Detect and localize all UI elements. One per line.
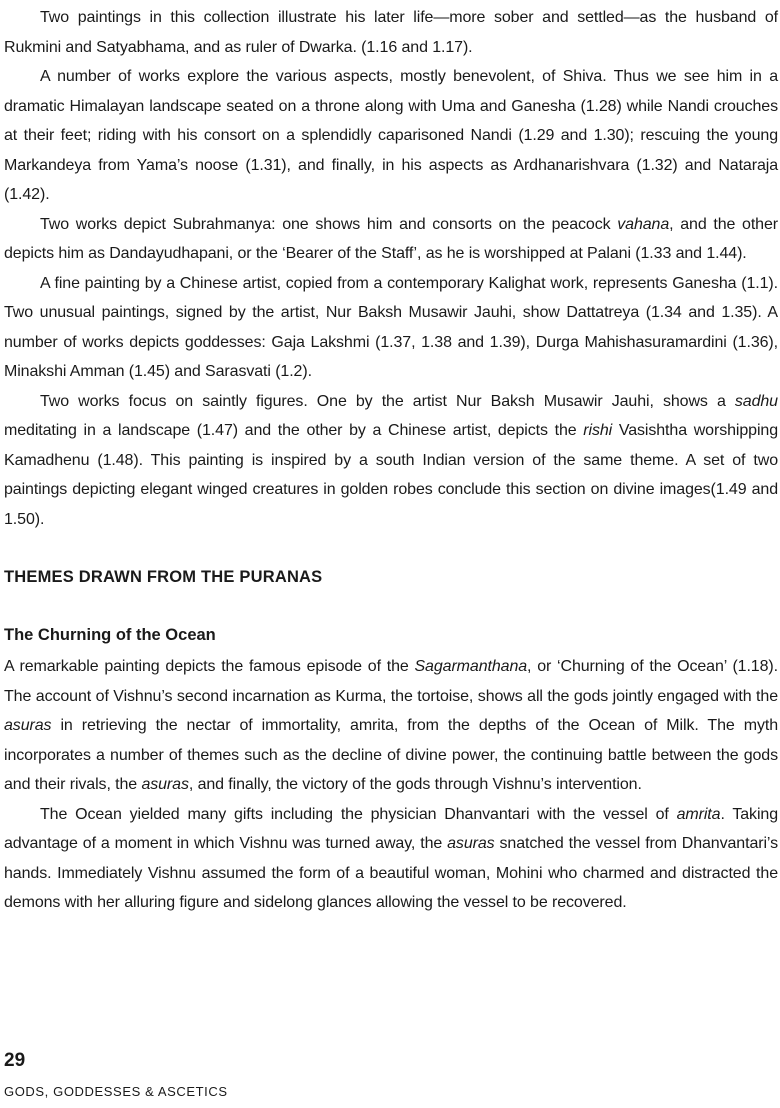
text-run: A number of works explore the various aspects, mostly benevolent, of Shiva. Thus we see him in a dramatic Himalayan landscape seated on a throne along with Uma and Ganesha (1.28) while Nandi crouches at their feet; riding with his consort on a splendidly caparisoned Nandi (1.29 and 1.30); rescuing the young Markandeya from Yama’s noose (1.31), and finally, in his aspects as Ardhanarishvara (1.32) and Nataraja (1.42). bbox=[4, 68, 778, 203]
text-run: Two works focus on saintly figures. One by the artist Nur Baksh Musawir Jauhi, shows a bbox=[40, 392, 735, 410]
paragraph bbox=[4, 387, 778, 535]
italic-term: rishi bbox=[583, 422, 613, 439]
paragraph bbox=[4, 652, 778, 800]
text-run: Two works depict Subrahmanya: one shows him and consorts on the peacock bbox=[40, 215, 618, 233]
italic-term: sadhu bbox=[734, 392, 778, 410]
body-text-bottom bbox=[4, 652, 778, 918]
text-run: snatched the vessel from Dhanvantari’s hands. Immediately Vishnu assumed the form of a beautiful woman, Mohini who charmed and distracted the demons with her alluring figure and sidelong glances allowing the vessel to be recovered. bbox=[4, 835, 778, 911]
section-heading: THEMES DRAWN FROM THE PURANAS bbox=[4, 568, 323, 586]
paragraph bbox=[4, 800, 778, 918]
paragraph bbox=[4, 62, 778, 210]
italic-term: asuras bbox=[447, 835, 495, 852]
text-run: in retrieving the nectar of immortality, amrita, from the depths of the Ocean of Milk. The myth incorporates a number of themes such as the decline of divine power, the continuing battle between the gods and their rivals, the bbox=[4, 717, 778, 793]
paragraph bbox=[4, 210, 778, 269]
text-run: meditating in a landscape (1.47) and the other by a Chinese artist, depicts the bbox=[4, 422, 584, 439]
body-text-top bbox=[4, 0, 778, 534]
italic-term: asuras bbox=[141, 776, 189, 793]
italic-term: vahana bbox=[617, 215, 670, 233]
italic-term: asuras bbox=[4, 717, 52, 734]
text-run: , and the other depicts him as Dandayudhapani, or the ‘Bearer of the Staff’, as he is worshipped at Palani (1.33 and 1.44). bbox=[4, 215, 778, 262]
text-run: Vasishtha worshipping Kamadhenu (1.48). This painting is inspired by a south Indian version of the same theme. A set of two paintings depicting elegant winged creatures in golden robes conclude this section on divine images(1.49 and 1.50). bbox=[4, 422, 778, 528]
page-number: 29 bbox=[4, 1050, 26, 1071]
italic-term: Sagarmanthana bbox=[414, 658, 528, 675]
italic-term: amrita bbox=[676, 805, 721, 823]
paragraph bbox=[4, 3, 778, 62]
text-run: The Ocean yielded many gifts including the physician Dhanvantari with the vessel of bbox=[40, 805, 677, 823]
text-run: , or ‘Churning of the Ocean’ (1.18). The account of Vishnu’s second incarnation as Kurma, the tortoise, shows all the gods jointly engaged with the bbox=[4, 658, 778, 705]
text-run: Two paintings in this collection illustrate his later life—more sober and settled—as the husband of Rukmini and Satyabhama, and as ruler of Dwarka. (1.16 and 1.17). bbox=[4, 9, 778, 56]
text-run: A fine painting by a Chinese artist, copied from a contemporary Kalighat work, represents Ganesha (1.1). Two unusual paintings, signed by the artist, Nur Baksh Musawir Jauhi, show Dattatreya (1.34 and 1.35). A number of works depicts goddesses: Gaja Lakshmi (1.37, 1.38 and 1.39), Durga Mahishasuramardini (1.36), Minakshi Amman (1.45) and Sarasvati (1.2). bbox=[4, 274, 778, 380]
running-footer: GODS, GODDESSES & ASCETICS bbox=[4, 1084, 228, 1099]
text-run: . Taking advantage of a moment in which Vishnu was turned away, the bbox=[4, 805, 778, 852]
text-run: A remarkable painting depicts the famous episode of the bbox=[4, 658, 415, 675]
text-run: , and finally, the victory of the gods through Vishnu’s intervention. bbox=[188, 776, 642, 793]
subheading: The Churning of the Ocean bbox=[4, 626, 216, 644]
paragraph bbox=[4, 269, 778, 387]
